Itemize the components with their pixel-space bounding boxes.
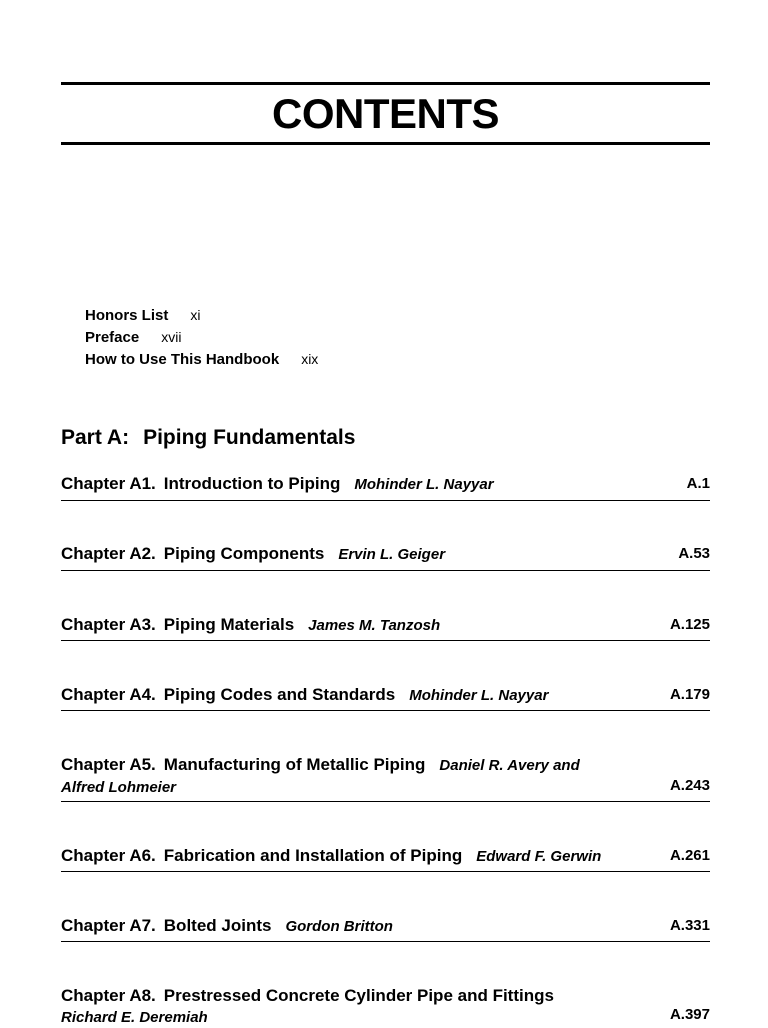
front-matter-page: xix <box>301 351 319 367</box>
chapter-author-continued: Richard E. Deremiah <box>61 1009 208 1026</box>
part-label: Part A: <box>61 426 130 449</box>
top-rule <box>61 82 710 85</box>
chapter-title: Piping Components <box>163 544 325 563</box>
chapter-author: Edward F. Gerwin <box>476 848 602 865</box>
chapter-number: Chapter A3. <box>61 615 156 634</box>
chapter-number: Chapter A6. <box>61 846 156 865</box>
part-name: Piping Fundamentals <box>143 426 356 449</box>
chapter-author: James M. Tanzosh <box>308 617 441 634</box>
chapter-author-continued: Alfred Lohmeier <box>61 779 177 796</box>
chapter-author: Gordon Britton <box>285 918 393 935</box>
chapter-page: A.397 <box>669 1006 710 1023</box>
chapter-author: Mohinder L. Nayyar <box>409 687 549 704</box>
chapter-rule <box>61 500 710 501</box>
front-matter-label: Preface <box>85 329 140 346</box>
chapter-title: Introduction to Piping <box>163 474 341 493</box>
chapter-number: Chapter A1. <box>61 474 156 493</box>
front-matter-item[interactable] <box>85 349 318 370</box>
front-matter-label: How to Use This Handbook <box>85 351 280 368</box>
chapter-rule <box>61 801 710 802</box>
page-title: CONTENTS <box>272 90 499 137</box>
chapter-title: Piping Codes and Standards <box>163 685 396 704</box>
chapter-rule <box>61 871 710 872</box>
chapter-rule <box>61 640 710 641</box>
chapter-number: Chapter A7. <box>61 916 156 935</box>
part-heading <box>61 424 355 452</box>
chapter-author: Mohinder L. Nayyar <box>354 476 494 493</box>
chapter-title: Fabrication and Installation of Piping <box>163 846 463 865</box>
chapter-rule <box>61 570 710 571</box>
chapter-author: Ervin L. Geiger <box>338 546 446 563</box>
chapter-rule <box>61 710 710 711</box>
chapter-number: Chapter A8. <box>61 986 156 1005</box>
front-matter-item[interactable] <box>85 327 181 348</box>
chapter-entry[interactable] <box>61 915 710 943</box>
chapter-entry[interactable] <box>61 845 710 873</box>
chapter-page: A.179 <box>669 686 710 703</box>
chapter-title: Prestressed Concrete Cylinder Pipe and Fittings <box>163 986 554 1005</box>
chapter-entry[interactable] <box>61 543 710 571</box>
chapter-number: Chapter A2. <box>61 544 156 563</box>
title-bottom-rule <box>61 142 710 145</box>
chapter-page: A.331 <box>669 917 710 934</box>
chapter-entry[interactable] <box>61 754 710 802</box>
chapter-page: A.261 <box>669 847 710 864</box>
front-matter-page: xvii <box>161 329 182 345</box>
front-matter-page: xi <box>190 307 201 323</box>
chapter-page: A.125 <box>669 616 710 633</box>
front-matter-item[interactable] <box>85 305 200 326</box>
chapter-entry[interactable] <box>61 614 710 642</box>
chapter-page: A.53 <box>678 545 710 562</box>
front-matter-label: Honors List <box>85 307 169 324</box>
chapter-page: A.243 <box>669 777 710 794</box>
chapter-title: Piping Materials <box>163 615 295 634</box>
chapter-entry[interactable] <box>61 684 710 712</box>
chapter-entry[interactable] <box>61 473 710 501</box>
chapter-number: Chapter A5. <box>61 755 156 774</box>
chapter-entry[interactable] <box>61 985 710 1024</box>
chapter-page: A.1 <box>686 475 710 492</box>
chapter-title: Bolted Joints <box>163 916 272 935</box>
chapter-title: Manufacturing of Metallic Piping <box>163 755 426 774</box>
chapter-author: Daniel R. Avery and <box>439 757 580 774</box>
chapter-rule <box>61 941 710 942</box>
chapter-number: Chapter A4. <box>61 685 156 704</box>
